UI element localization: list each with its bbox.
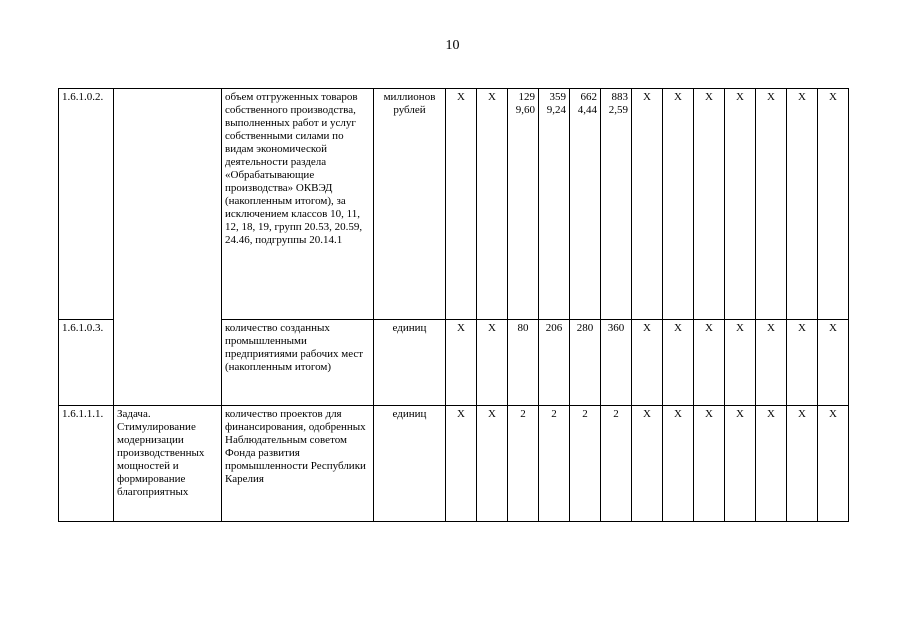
table-row	[59, 89, 849, 320]
row-value: 2	[570, 406, 601, 522]
row-indicator: количество созданных промышленными предприятиями рабочих мест (накопленным итогом)	[222, 320, 374, 406]
row-value: Х	[663, 89, 694, 320]
row-value: Х	[694, 89, 725, 320]
row-value: Х	[477, 89, 508, 320]
row-task: Задача. Стимулирование модернизации производственных мощностей и формирование благоприятных	[114, 406, 222, 522]
row-code: 1.6.1.0.3.	[59, 320, 114, 406]
row-value: Х	[818, 89, 849, 320]
row-value: Х	[477, 320, 508, 406]
row-value: 280	[570, 320, 601, 406]
row-value: 883 2,59	[601, 89, 632, 320]
row-value: Х	[756, 406, 787, 522]
row-value: Х	[756, 89, 787, 320]
row-value: 360	[601, 320, 632, 406]
row-value: Х	[818, 320, 849, 406]
row-value: Х	[725, 320, 756, 406]
row-value: Х	[446, 320, 477, 406]
row-value: Х	[632, 406, 663, 522]
row-unit: единиц	[374, 406, 446, 522]
row-value: Х	[787, 406, 818, 522]
table-row	[59, 406, 849, 522]
row-value: Х	[787, 89, 818, 320]
row-value: 662 4,44	[570, 89, 601, 320]
row-value: Х	[725, 406, 756, 522]
indicators-table	[58, 88, 849, 522]
row-value: 129 9,60	[508, 89, 539, 320]
row-value: Х	[818, 406, 849, 522]
row-value: 80	[508, 320, 539, 406]
row-value: Х	[446, 406, 477, 522]
row-value: 359 9,24	[539, 89, 570, 320]
row-task	[114, 89, 222, 406]
row-value: Х	[477, 406, 508, 522]
row-value: Х	[663, 406, 694, 522]
row-value: 2	[539, 406, 570, 522]
row-indicator: количество проектов для финансирования, одобренных Наблюдательным советом Фонда развития промышленности Республики Карелия	[222, 406, 374, 522]
row-indicator: объем отгруженных товаров собственного производства, выполненных работ и услуг собственными силами по видам экономической деятельности раздела «Обрабатывающие производства» ОКВЭД (накопленным итогом), за исключением классов 10, 11, 12, 18, 19, групп 20.53, 20.59, 24.46, подгруппы 20.14.1	[222, 89, 374, 320]
row-unit: миллионов рублей	[374, 89, 446, 320]
row-value: Х	[694, 320, 725, 406]
page-number: 10	[445, 38, 460, 53]
row-unit: единиц	[374, 320, 446, 406]
row-value: Х	[632, 320, 663, 406]
row-value: Х	[632, 89, 663, 320]
row-value: Х	[756, 320, 787, 406]
row-value: Х	[663, 320, 694, 406]
row-code: 1.6.1.1.1.	[59, 406, 114, 522]
row-value: Х	[725, 89, 756, 320]
row-value: 2	[508, 406, 539, 522]
row-code: 1.6.1.0.2.	[59, 89, 114, 320]
row-value: Х	[446, 89, 477, 320]
row-value: 2	[601, 406, 632, 522]
row-value: Х	[787, 320, 818, 406]
row-value: 206	[539, 320, 570, 406]
row-value: Х	[694, 406, 725, 522]
